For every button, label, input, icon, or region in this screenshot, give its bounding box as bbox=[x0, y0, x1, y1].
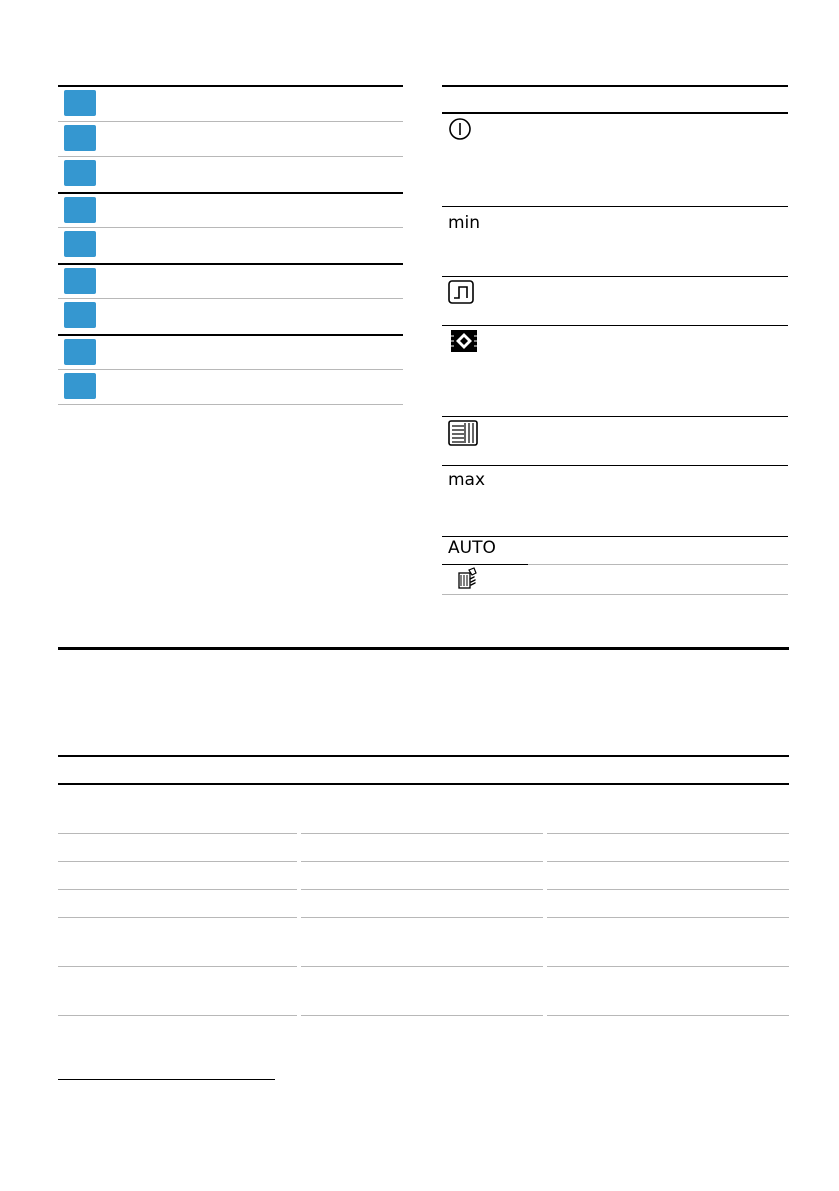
symbol-row-max bbox=[442, 465, 788, 536]
key-row-5 bbox=[58, 227, 403, 263]
section-rule bbox=[58, 647, 789, 650]
symbol-table bbox=[442, 85, 788, 594]
key-badge bbox=[64, 160, 96, 186]
symbol-row-power bbox=[442, 113, 788, 206]
max-label: max bbox=[448, 470, 486, 490]
symbol-row-grid bbox=[442, 416, 788, 465]
key-badge bbox=[64, 125, 96, 151]
key-row-3 bbox=[58, 156, 403, 192]
symbol-row-filter bbox=[442, 564, 788, 594]
key-row-7 bbox=[58, 298, 403, 334]
symbol-row-min bbox=[442, 206, 788, 276]
grid-panel-icon bbox=[448, 420, 478, 451]
key-row-4 bbox=[58, 192, 403, 228]
key-row-6 bbox=[58, 263, 403, 299]
min-label: min bbox=[448, 213, 481, 233]
step-curve-icon bbox=[448, 280, 474, 309]
key-row-9 bbox=[58, 369, 403, 405]
key-badge bbox=[64, 197, 96, 223]
key-badge bbox=[64, 339, 96, 365]
symbol-table-header bbox=[442, 85, 788, 113]
footnote-rule bbox=[58, 1079, 275, 1080]
key-badge bbox=[64, 90, 96, 116]
key-row-1 bbox=[58, 85, 403, 121]
symbol-row-step bbox=[442, 276, 788, 325]
control-key-table bbox=[58, 85, 403, 405]
symbol-row-auto bbox=[442, 536, 788, 564]
key-row-8 bbox=[58, 334, 403, 370]
power-icon bbox=[448, 117, 472, 146]
diamond-chip-icon bbox=[448, 329, 480, 358]
key-row-2 bbox=[58, 121, 403, 157]
key-badge bbox=[64, 268, 96, 294]
key-badge bbox=[64, 373, 96, 399]
key-badge bbox=[64, 302, 96, 328]
symbol-row-diamond bbox=[442, 325, 788, 416]
filter-cleaning-icon bbox=[456, 567, 478, 596]
key-badge bbox=[64, 231, 96, 257]
auto-label: AUTO bbox=[448, 538, 496, 558]
